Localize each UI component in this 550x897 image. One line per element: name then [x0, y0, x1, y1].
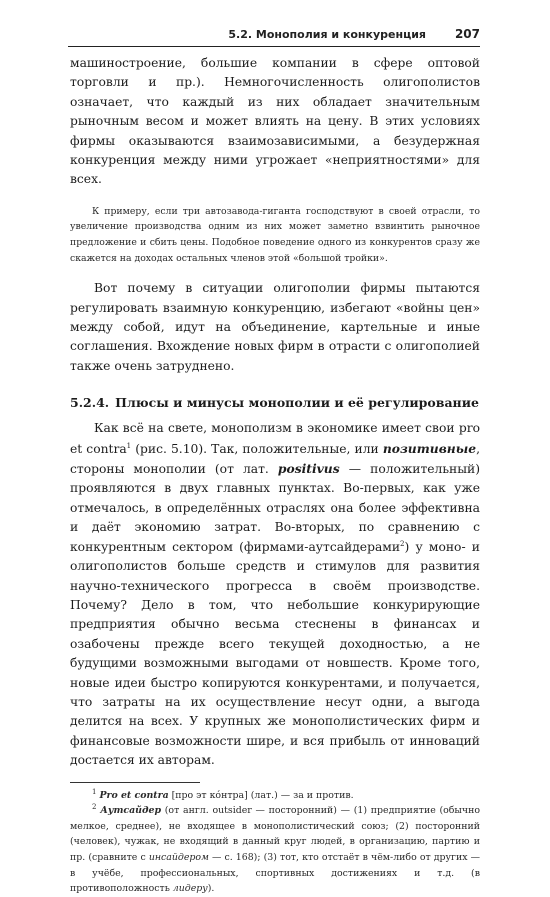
- footnote-term: Pro et contra: [99, 789, 169, 801]
- section-heading: [70, 394, 480, 412]
- page-header: [68, 26, 480, 47]
- term-positive: позитивные: [382, 440, 477, 456]
- text-fragment: , стороны монополии (от лат.: [70, 441, 480, 477]
- running-head: 5.2. Монополия и конкуренция: [228, 28, 426, 41]
- example-note: К примеру, если три автозавода-гиганта господствуют в своей отрасли, то увеличение производства одним из них может заметно взвинтить рыночное предложение и сбить цены. Подобное поведение одного из конкурентов сразу же скажется на доходах остальных членов этой «большой тройки».: [70, 205, 480, 264]
- section-title: Плюсы и минусы монополии и её регулирование: [115, 395, 479, 411]
- text-fragment: ) у моно- и олигополистов больше средств и стимулов для развития научно-технического прогресса в своём производстве. Почему? Дело в том, что небольшие конкурирующие предприятия обычно весьма стеснены в финансах и озабочены прежде всего текущей доходностью, а не будущими возможными выгодами от новшеств. Кроме того, новые идеи быстро копируются конкурентами, и получается, что затраты на их осуществление несут одни, а выгода делится на всех. У крупных же монополистических фирм и финансовые возможности шире, и вся прибыль от инноваций достается их авторам.: [70, 539, 480, 768]
- text-fragment: — положительный) проявляются в двух главных пунктах. Во-первых, как уже отмечалось, в определённых отраслях она более эффективна и даёт экономию затрат. Во-вторых, по сравнению с конкурентным сектором (фирмами-аутсайдерами: [70, 462, 481, 554]
- footnote-text: — с. 168); (3) тот, кто отстаёт в чём-либо от других — в учёбе, профессиональных, спортивных достижениях и т.д. (в противоположность: [70, 851, 480, 895]
- footnote-ref-term: инсайдером: [148, 851, 209, 863]
- footnote-ref-1: 1: [126, 441, 132, 450]
- footnote-ref-2: 2: [400, 539, 405, 548]
- paragraph-price-wars: Вот почему в ситуации олигополии фирмы пытаются регулировать взаимную конкуренцию, избегают «войны цен» между собой, идут на объединение, картельные и иные соглашения. Вхождение новых фирм в отрасти с олигополией также очень затруднено.: [70, 281, 480, 373]
- footnote-mark: 1: [92, 787, 97, 796]
- paragraph-oligopoly-intro: машиностроение, большие компании в сфере оптовой торговли и пр.). Немногочисленность олигополистов означает, что каждый из них обладает значительным рыночным весом и может влиять на цену. В этих условиях фирмы оказываются взаимозависимыми, а безудержная конкуренция между ними угрожает «неприятностями» для всех.: [70, 56, 480, 187]
- section-number: 5.2.4.: [70, 395, 110, 411]
- page-content: [70, 54, 480, 897]
- footnote-1: [70, 788, 480, 804]
- latin-word: positivus: [277, 461, 340, 477]
- footnote-divider: [70, 782, 200, 783]
- footnote-text: (от англ. outsider — посторонний) — (1) предприятие (обычно мелкое, среднее), не входящее в монополистический союз; (2) посторонний (человек), чужак, не входящий в данный круг людей, в организацию, партию и пр. (сравните с: [70, 805, 480, 863]
- footnote-2: [70, 803, 480, 897]
- text-fragment: Как всё на свете, монополизм в экономике имеет свои pro et contra: [70, 421, 480, 456]
- footnote-term: Аутсайдер: [100, 805, 162, 817]
- paragraph-pros-cons: [70, 419, 480, 770]
- footnote-mark: 2: [92, 803, 97, 812]
- text-fragment: (рис. 5.10). Так, положительные, или: [131, 441, 383, 456]
- footnote-text: [про эт кóнтра] (лат.) — за и против.: [168, 789, 354, 801]
- footnote-ref-term: лидеру: [172, 883, 208, 895]
- page-number: 207: [454, 27, 480, 41]
- footnote-text: ).: [207, 883, 215, 895]
